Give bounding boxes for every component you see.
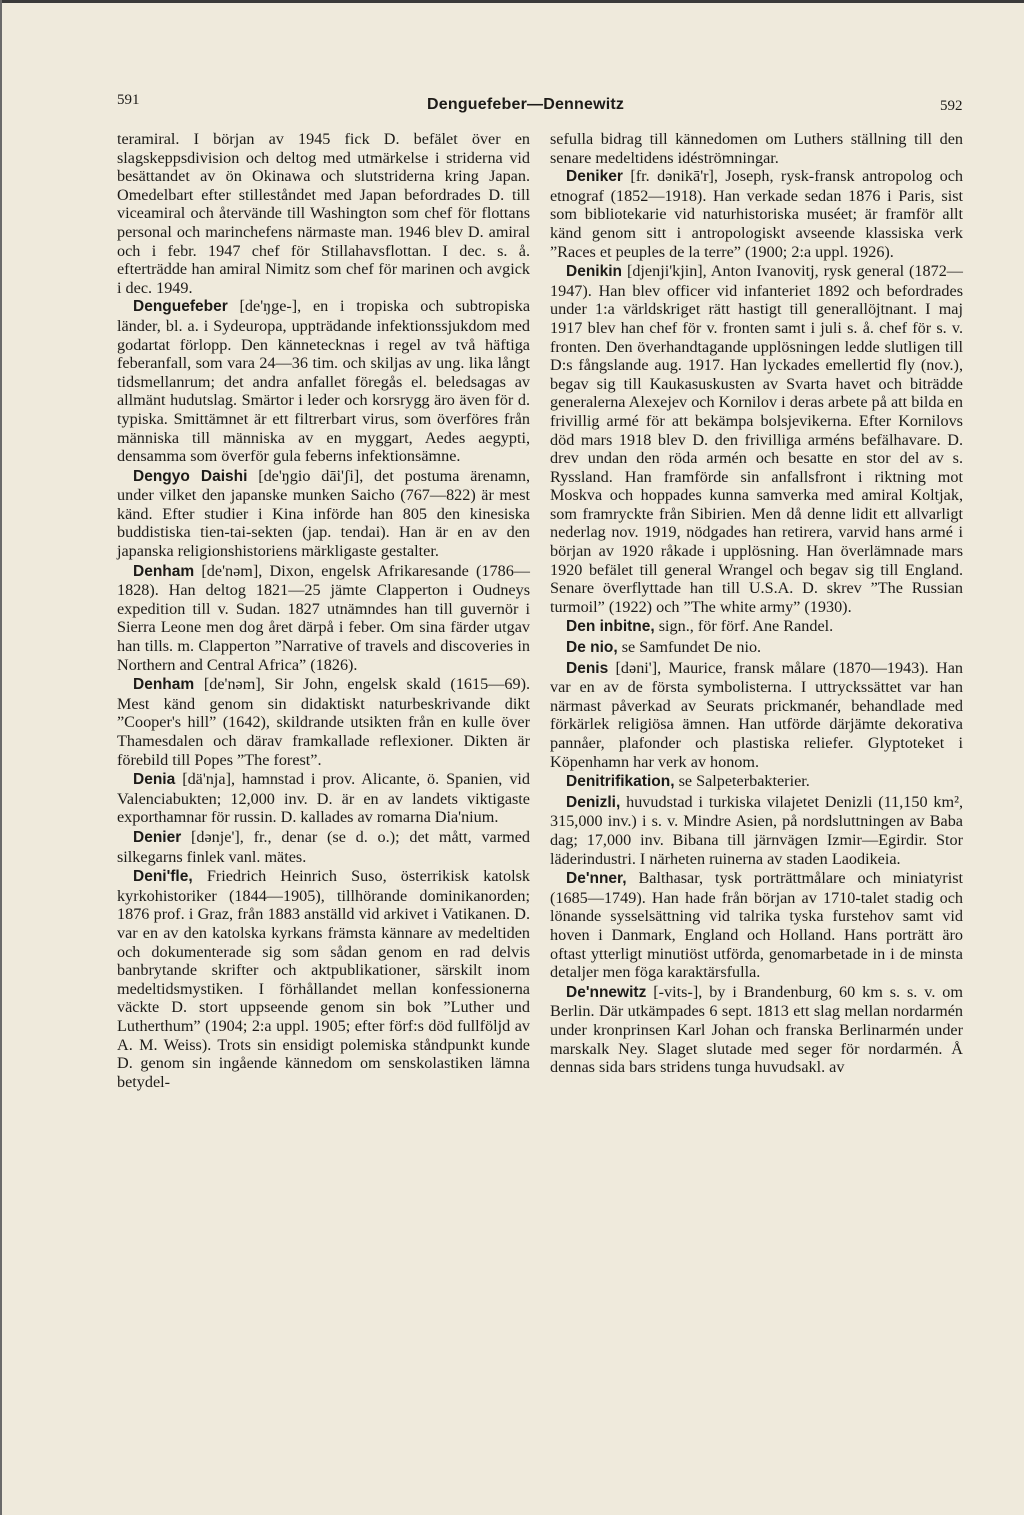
continuation-text: sefulla bidrag till kännedomen om Luthers ställning till den senare medeltidens idéströmningar. — [550, 130, 963, 167]
entry-text: sign., för förf. Ane Randel. — [658, 617, 834, 636]
entry — [550, 617, 963, 637]
entry-text: [de'ŋgio dāi'ʃi], det postuma ärenamn, under vilket den japanske munken Saicho (767—822) är mest känd. Efter studier i Kina införde han 805 den kinesiska buddistiska tien-tai-sekten (jap. tendai). Han är en av den japanska religionshistoriens märkligaste gestalter. — [117, 466, 530, 561]
entry-text: [djenji'kjin], Anton Ivanovitj, rysk general (1872—1947). Han blev officer vid infanteriet 1892 och befordrades under 1:a världskriget rätt hastigt till generallöjtnant. I maj 1917 blev han chef för v. fronten samt i juli s. å. chef för s. v. fronten. Den överhandtagande upplösningen ledde slutligen till D:s fångslande aug. 1917. Han lyckades emellertid fly (nov.), begav sig till Kaukasuskusten av Svarta havet och biträdde generalerna Alexejev och Kornilov i deras arbete på att bilda en frivillig armé för att bekämpa bolsjevikerna. Efter Kornilovs död mars 1918 blev D. den frivilliga arméns befälhavare. D. drev undan den röda armén och besatte en stor del av s. Ryssland. Han framförde sin anfallsfront i riktning mot Moskva och hoppades kunna samverka med amiral Koltjak, som framryckte från Sibirien. Men då denne lidit ett allvarligt nederlag nov. 1919, nödgades han retirera, varvid hans armé i början av 1920 råkade i upplösning. Han överlämnade mars 1920 befälet till general Wrangel och begav sig till England. Senare överflyttade han till U.S.A. D. skrev ”The Russian turmoil” (1922) och ”The white army” (1930). — [550, 262, 963, 616]
entry-headword: De'nnewitz — [566, 983, 647, 1001]
entry — [550, 983, 963, 1077]
entry-text: [-vits-], by i Brandenburg, 60 km s. s. v. om Berlin. Där utkämpades 6 sept. 1813 ett slag mellan nordarmén under kronprinsen Karl Johan och franska Berlinarmén under marskalk Ney. Slaget slutade med seger för nordarmén. Å dennas sida bars stridens tunga huvudsakl. av — [550, 982, 963, 1077]
entry-headword: Den inbitne, — [566, 618, 655, 636]
entry — [117, 867, 530, 1091]
entry — [550, 262, 963, 616]
page-number-left: 591 — [117, 92, 140, 108]
entry — [550, 659, 963, 772]
entry — [550, 167, 963, 261]
entry-headword: Denizli, — [566, 793, 621, 811]
entry — [117, 828, 530, 866]
scan-edge-top — [0, 0, 1024, 3]
entry-headword: Deniker — [566, 168, 623, 186]
entry — [550, 638, 963, 658]
entry — [117, 467, 530, 561]
entry-headword: Dengyo Daishi — [133, 467, 248, 485]
page-number-right: 592 — [940, 98, 963, 114]
entry-headword: Denis — [566, 659, 609, 677]
entry — [550, 869, 963, 982]
entry — [550, 772, 963, 792]
entry-headword: Deni'fle, — [133, 868, 193, 886]
entry-text: Balthasar, tysk porträttmålare och miniatyrist (1685—1749). Han hade från början av 1710-talet stadig och lönande sysselsättning vid talrika tyska furstehov samt vid hoven i Danmark, England och Holland. Hans porträtt äro oftast ytterligt minutiöst utförda, genomarbetade in i de minsta detaljer men föga karaktärsfulla. — [550, 869, 963, 982]
entry — [117, 562, 530, 675]
entry-headword: Denier — [133, 828, 182, 846]
continuation-text: teramiral. I början av 1945 fick D. befälet över en slagskeppsdivision och deltog med utmärkelse i striderna vid besättandet av ön Okinawa och slutstriderna kring Japan. Omedelbart efter stilleståndet med Japan befordrades D. till viceamiral och återvände till Washington som chef för flottans personal och marinchefens närmaste man. 1946 blev D. amiral och i febr. 1947 chef för Stillahavsflottan. I dec. s. å. efterträdde han amiral Nimitz som chef för marinen och avgick i dec. 1949. — [117, 130, 530, 297]
entry-text: [dənje'], fr., denar (se d. o.); det mått, varmed silkegarns finlek vanl. mätes. — [117, 827, 531, 866]
entry-headword: Denham — [133, 676, 195, 694]
entry — [117, 770, 530, 827]
entry-text: [dä'nja], hamnstad i prov. Alicante, ö. Spanien, vid Valenciabukten; 12,000 inv. D. är en av landets viktigaste exporthamnar för russin. D. kallades av romarna Dia'nium. — [117, 770, 531, 827]
right-column — [550, 130, 963, 1078]
entry-text: se Samfundet De nio. — [621, 638, 762, 657]
entry-text: se Salpeterbakterier. — [678, 772, 810, 791]
entry — [550, 793, 963, 868]
entry — [117, 675, 530, 769]
entry-headword: De nio, — [566, 639, 618, 657]
entry-headword: De'nner, — [566, 870, 627, 888]
entry — [117, 297, 530, 465]
entry-headword: Denguefeber — [133, 298, 228, 316]
entry-headword: Denikin — [566, 263, 622, 281]
entry-headword: Denitrifikation, — [566, 773, 675, 791]
entry-text: [fr. dənikā'r], Joseph, rysk-fransk antropolog och etnograf (1852—1918). Han verkade sedan 1876 i Paris, sist som bibliotekarie vid naturhistoriska muséet; är framför allt känd genom sitt i antropologiskt avseende klassiska verk ”Races et peuples de la terre” (1900; 2:a uppl. 1926). — [550, 167, 964, 261]
running-head: Denguefeber—Dennewitz — [427, 96, 625, 113]
entry-headword: Denham — [133, 562, 195, 580]
entry-text: Friedrich Heinrich Suso, österrikisk katolsk kyrkohistoriker (1844—1905), tillhörande dominikanorden; 1876 prof. i Graz, från 1883 anställd vid arkivet i Vatikanen. D. var en av den katolska kyrkans främsta kännare av medeltiden och dokumenterade sig som sådan genom en rad delvis banbrytande skrifter och aktpublikationer, särskilt inom medeltidsmystiken. I förhållandet mellan konfessionerna väckte D. stort uppseende genom sin bok ”Luther und Lutherthum” (1904; 2:a uppl. 1905; efter förf:s död fullföljd av A. M. Weiss). Trots sin ensidigt polemiska ståndpunkt kunde D. genom sin ingående kännedom om senskolastiken lämna betydel- — [117, 867, 531, 1091]
left-column — [117, 130, 530, 1092]
scan-edge-left — [0, 0, 2, 1515]
entry-text: huvudstad i turkiska vilajetet Denizli (11,150 km², 315,000 inv.) i s. v. Mindre Asien, på nordsluttningen av Baba dag; 17,000 inv. Bibana till järnvägen Izmir—Egirdir. Stor läderindustri. I närheten ruinerna av staden Laodikeia. — [550, 792, 963, 868]
entry-headword: Denia — [133, 771, 176, 789]
entry-text: [de'nəm], Sir John, engelsk skald (1615—69). Mest känd genom sin didaktiskt naturbeskrivande dikt ”Cooper's hill” (1642), skildrande utsikten från en kulle över Thamesdalen och därav framkallade reflexioner. Dikten är förebild till Popes ”The forest”. — [117, 675, 531, 769]
entry-text: [dəni'], Maurice, fransk målare (1870—1943). Han var en av de första symbolisterna. I uttryckssättet var han närmast påverkad av Seurats prickmanér, behandlade med förkärlek religiösa ämnen. Han utförde därjämte dekorativa pannåer, plafonder och plastiska reliefer. Glyptoteket i Köpenhamn har verk av honom. — [550, 658, 963, 771]
entry-text: [de'nəm], Dixon, engelsk Afrikaresande (1786—1828). Han deltog 1821—25 jämte Clapperton i Oudneys expedition till v. Sudan. 1827 utnämndes han till guvernör i Sierra Leone men dog året därpå i feber. Om sina färder utgav han tills. m. Clapperton ”Narrative of travels and discoveries in Northern and Central Africa” (1826). — [117, 561, 530, 674]
entry-text: [de'ŋge-], en i tropiska och subtropiska länder, bl. a. i Sydeuropa, uppträdande infektionssjukdom med godartat förlopp. Den kännetecknas i regel av två häftiga feberanfall, som vara 24—36 tim. och skiljas av ung. lika långt tidsmellanrum; det andra anfallet föregås el. beledsagas av allmänt hudutslag. Smärtor i leder och korsrygg äro även för d. typiska. Smittämnet är ett filtrerbart virus, som överföres från människa till människa av en myggart, Aedes aegypti, densamma som överför gula feberns infektionsämne. — [117, 297, 531, 466]
page-header — [0, 92, 1024, 118]
